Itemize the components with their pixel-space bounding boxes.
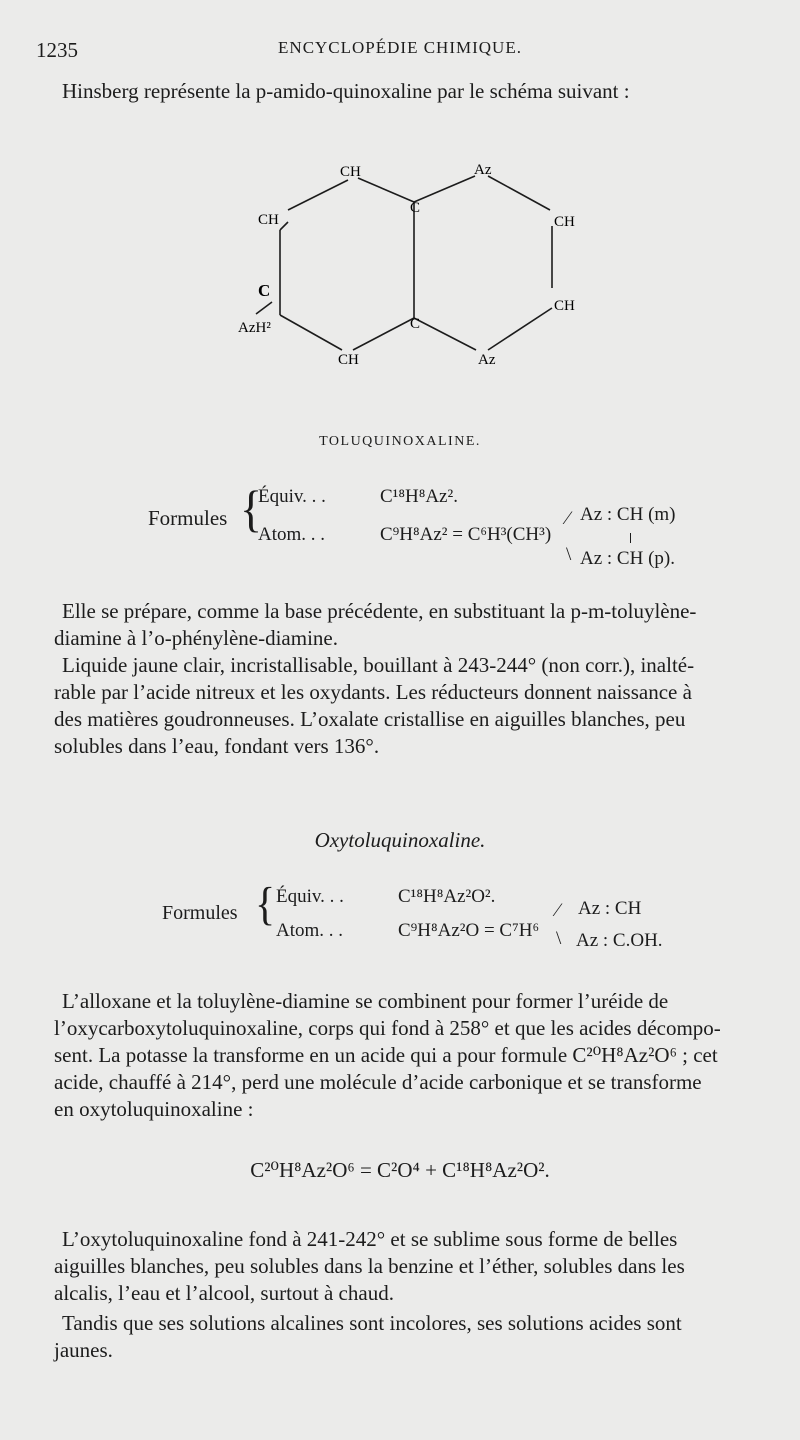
paragraph-alloxane: L’alloxane et la toluylène-diamine se combinent pour former l’uréide de l’oxycarboxytoluquinoxaline, corps qui fond à 258° et que les acides décompo- sent. La potasse la transforme en un acide qui a pour formule C²⁰H⁸Az²O⁶ ; cet acide, chauffé à 214°, perd une molécule d’acide carbonique et se transforme en oxytoluquinoxaline :: [54, 989, 721, 1121]
atom-right-bottom-ch: CH: [554, 298, 575, 314]
section-caption: TOLUQUINOXALINE.: [319, 434, 481, 449]
atom-right-ch: CH: [554, 214, 575, 230]
atom-bottom-left-ch: CH: [338, 352, 359, 368]
equiv-label: Équiv. . .: [258, 486, 326, 507]
page-header: [30, 34, 770, 64]
running-title: ENCYCLOPÉDIE CHIMIQUE.: [278, 38, 522, 57]
atom-top-right-az: Az: [474, 162, 492, 178]
quinoxaline-structure-diagram: [230, 160, 575, 375]
branch-bottom: Az : CH (p).: [580, 548, 675, 569]
brace-symbol: {: [240, 480, 263, 537]
paragraph-preparation: Elle se prépare, comme la base précédente, en substituant la p-m-toluylène- diamine à l’o-phénylène-diamine.: [54, 599, 697, 650]
atom-bottom-right-az: Az: [478, 352, 496, 368]
atom-center-bottom-c: C: [410, 316, 421, 332]
branch-down-arrow: \: [566, 544, 572, 565]
atom-center-top-c: C: [410, 200, 421, 216]
paragraph-properties: Liquide jaune clair, incristallisable, bouillant à 243-244° (non corr.), inalté- rable par l’acide nitreux et les oxydants. Les réducteurs donnent naissance à des matières goudronneuses. L’oxalate cristallise en aiguilles blanches, peu solubles dans l’eau, fondant vers 136°.: [54, 653, 695, 758]
paragraph-solutions: Tandis que ses solutions alcalines sont incolores, ses solutions acides sont jaunes.: [54, 1311, 682, 1362]
branch-bottom: Az : C.OH.: [576, 930, 663, 951]
atom-amino-group: AzH²: [238, 320, 271, 336]
atom-formula: C⁹H⁸Az²O = C⁷H⁶: [398, 920, 540, 941]
branch-down-arrow: \: [556, 928, 562, 949]
branch-up-arrow: ⁄: [566, 508, 570, 529]
branch-top: Az : CH (m): [580, 504, 676, 525]
intro-line: Hinsberg représente la p-amido-quinoxaline par le schéma suivant :: [62, 79, 630, 103]
reaction-equation: C²⁰H⁸Az²O⁶ = C²O⁴ + C¹⁸H⁸Az²O².: [250, 1158, 550, 1182]
equiv-formula: C¹⁸H⁸Az².: [380, 486, 458, 507]
formulas-oxytoluquinoxaline: [0, 880, 800, 960]
subtitle-oxytoluquinoxaline: Oxytoluquinoxaline.: [314, 828, 486, 852]
atom-label: Atom. . .: [276, 920, 344, 941]
equiv-formula: C¹⁸H⁸Az²O².: [398, 886, 496, 907]
paragraph-melting: L’oxytoluquinoxaline fond à 241-242° et se sublime sous forme de belles aiguilles blanches, peu solubles dans la benzine et l’éther, solubles dans les alcalis, l’eau et l’alcool, surtout à chaud.: [54, 1227, 685, 1305]
ring-bonds: [256, 176, 552, 350]
brace-symbol: {: [255, 879, 276, 931]
atom-left-ch: CH: [258, 212, 279, 228]
branch-up-arrow: ⁄: [556, 900, 560, 921]
atom-left-c: C: [258, 281, 271, 300]
branch-top: Az : CH: [578, 898, 642, 919]
formulas-label: Formules: [162, 902, 238, 924]
atom-label: Atom. . .: [258, 524, 326, 545]
atom-formula: C⁹H⁸Az² = C⁶H³(CH³): [380, 524, 552, 545]
formulas-toluquinoxaline: [0, 478, 800, 578]
branch-link: [630, 533, 631, 543]
page-number: 1235: [36, 38, 78, 62]
equiv-label: Équiv. . .: [276, 886, 344, 907]
atom-top-left-ch: CH: [340, 164, 361, 180]
formulas-label: Formules: [148, 506, 228, 530]
